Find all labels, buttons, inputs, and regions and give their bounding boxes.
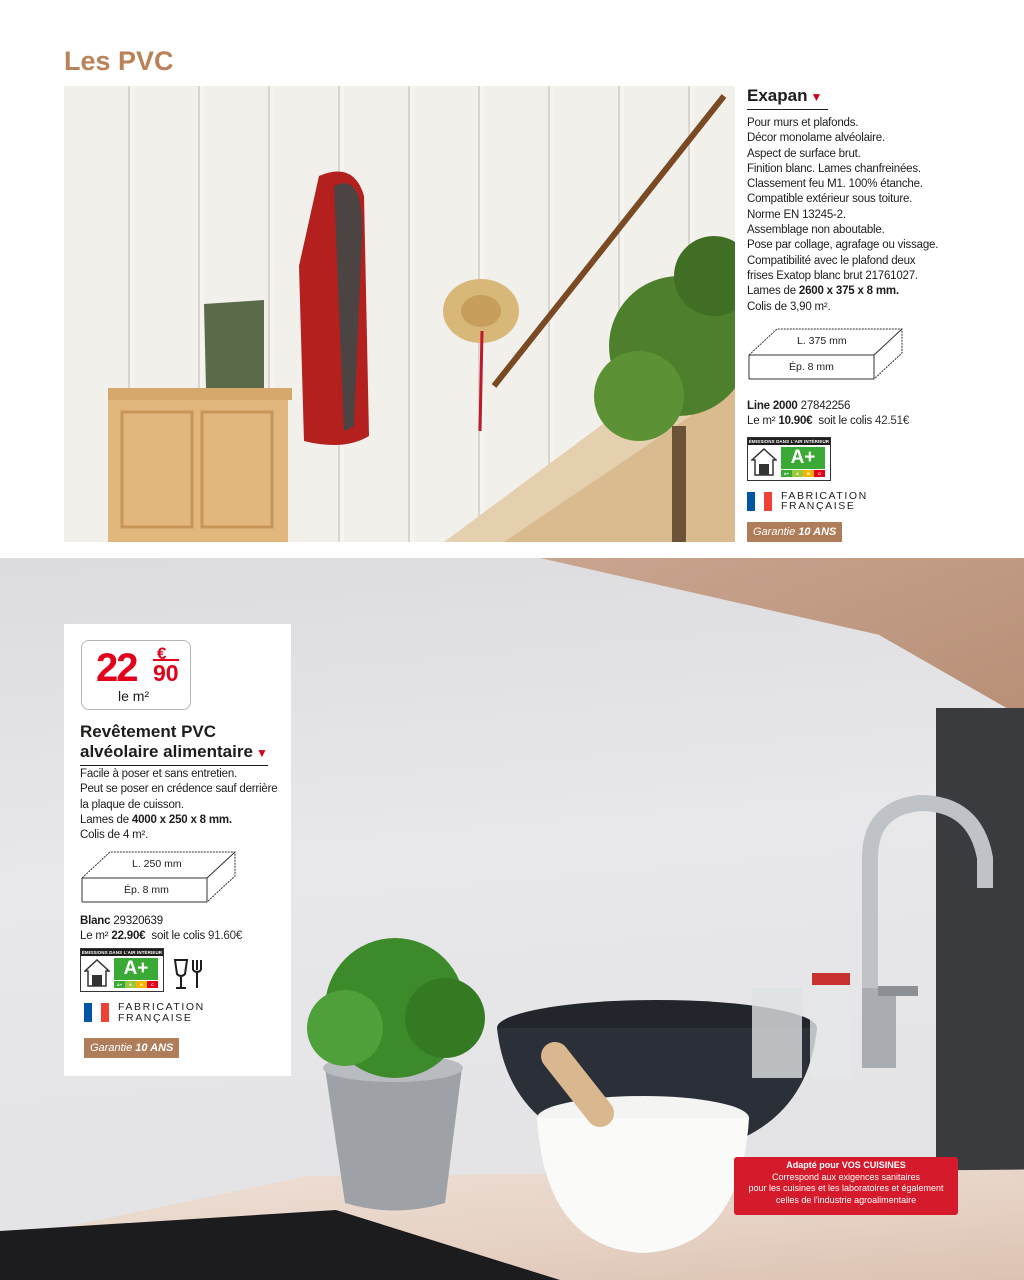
price-unit: le m² (118, 688, 150, 704)
house-icon (84, 959, 110, 987)
price-currency: € (157, 644, 167, 663)
down-arrow-icon: ▼ (810, 90, 823, 104)
dimensions: 4000 x 250 x 8 mm. (131, 813, 232, 826)
made-in-france-badge: FABRICATION FRANÇAISE (84, 1002, 205, 1023)
price-decimal: 90 (153, 660, 179, 686)
page-number: 106 (20, 1233, 41, 1247)
warranty-badge-wrapper (84, 1038, 179, 1058)
price-tag (81, 640, 191, 710)
product-reference: Blanc 29320639 (80, 915, 163, 927)
diagram-thickness-label: Ép. 8 mm (124, 884, 169, 896)
product-card (64, 624, 291, 1076)
certification-labels (80, 948, 208, 992)
food-contact-icon (172, 956, 208, 992)
product-reference-block (80, 914, 285, 944)
air-emission-label: ÉMISSIONS DANS L'AIR INTÉRIEUR A+ A+ A B C (80, 948, 164, 992)
diagram-length-label: L. 375 mm (797, 334, 847, 347)
french-flag-icon (747, 492, 772, 511)
product-description: Facile à poser et sans entretien. Peut se poser en crédence sauf derrière la plaque de cuisson. Lames de 4000 x 250 x 8 mm. Colis de 4 m². (80, 768, 278, 842)
product-price-line: Le m² 22.90€ soit le colis 91.60€ (80, 930, 243, 942)
product-reference: Line 2000 27842256 (747, 399, 851, 412)
page-title: Les PVC (64, 46, 174, 76)
made-in-france-badge: FABRICATION FRANÇAISE (747, 491, 977, 512)
diagram-thickness-label: Ép. 8 mm (789, 360, 834, 373)
air-emission-label: ÉMISSIONS DANS L'AIR INTÉRIEUR A+ A+ A B C (747, 437, 831, 481)
product-title: Revêtement PVC alvéolaire alimentaire ▼ (80, 722, 280, 766)
staircase-photo (64, 86, 735, 542)
page-number-divider (57, 1232, 58, 1280)
product-description: Pour murs et plafonds. Décor monolame alvéolaire. Aspect de surface brut. Finition blanc. Lames chanfreinées. Classement feu M1. 100% étanche. Compatible extérieur sous toiture. Norme EN 13245-2. Assemblage non aboutable. Pose par collage, agrafage ou vissage. Compatibilité avec le plafond deux frises Exatop blanc brut 21761027. Lames de 2600 x 375 x 8 mm. Colis de 3,90 m². (747, 117, 939, 313)
kitchen-suitability-banner: Adapté pour VOS CUISINES Correspond aux exigences sanitaires pour les cuisines et les laboratoires et également celles de l'industrie agroalimentaire (734, 1157, 958, 1215)
diagram-length-label: L. 250 mm (132, 858, 182, 870)
house-icon (751, 448, 777, 476)
plank-dimension-diagram (80, 848, 240, 908)
exapan-info (747, 86, 977, 542)
dimensions: 2600 x 375 x 8 mm. (798, 285, 899, 298)
warranty-badge: Garantie 10 ANS (84, 1038, 179, 1058)
french-flag-icon (84, 1003, 109, 1022)
warranty-badge: Garantie 10 ANS (747, 522, 842, 542)
plank-dimension-diagram (747, 325, 907, 385)
product-name: Exapan ▼ (747, 86, 828, 110)
product-price-line: Le m² 10.90€ soit le colis 42.51€ (747, 414, 910, 427)
price-integer: 22 (96, 646, 137, 690)
down-arrow-icon: ▼ (255, 746, 268, 760)
